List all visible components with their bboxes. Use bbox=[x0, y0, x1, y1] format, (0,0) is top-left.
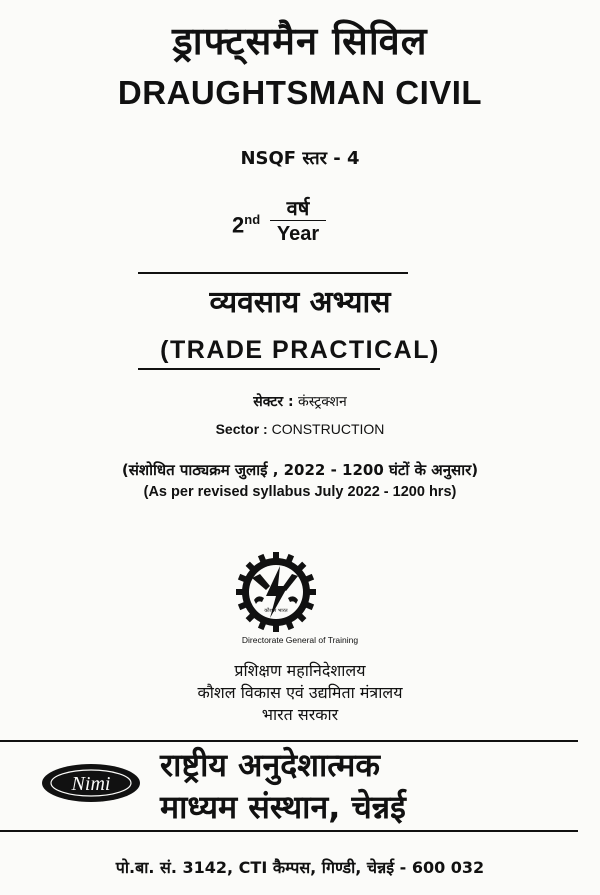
address: पो.बा. सं. 3142, CTI कैम्पस, गिण्डी, चेन्नई - 600 032 bbox=[115, 858, 485, 877]
ministry-block bbox=[0, 660, 600, 726]
year-block bbox=[232, 196, 372, 256]
institute-line-2: माध्यम संस्थान, चेन्नई bbox=[160, 788, 406, 826]
subject-top-divider bbox=[138, 272, 408, 274]
subject-bottom-divider bbox=[138, 368, 380, 370]
title-hindi: ड्राफ्ट्समैन सिविल bbox=[172, 19, 428, 63]
svg-text:Nimi: Nimi bbox=[71, 773, 111, 795]
year-hindi: वर्ष bbox=[270, 196, 326, 221]
emblem-caption: Directorate General of Training bbox=[241, 635, 359, 645]
year-english: Year bbox=[276, 223, 320, 245]
year-fraction bbox=[270, 196, 326, 247]
ministry-line-3: भारत सरकार bbox=[261, 705, 339, 724]
dgt-gear-emblem-icon bbox=[236, 552, 316, 632]
nsqf-level: NSQF स्तर - 4 bbox=[240, 148, 360, 169]
sector-hindi: सेक्टर : कंस्ट्रक्शन bbox=[253, 394, 347, 410]
ministry-line-1: प्रशिक्षण महानिदेशालय bbox=[234, 661, 366, 680]
sector-english: Sector : CONSTRUCTION bbox=[215, 421, 385, 437]
institute-line-1: राष्ट्रीय अनुदेशात्मक bbox=[160, 746, 381, 784]
institute-name bbox=[160, 744, 580, 828]
revision-english: (As per revised syllabus July 2022 - 1200 hrs) bbox=[143, 484, 457, 500]
publisher-bottom-divider bbox=[0, 830, 578, 832]
subject-hindi: व्यवसाय अभ्यास bbox=[209, 285, 391, 320]
ministry-line-2: कौशल विकास एवं उद्यमिता मंत्रालय bbox=[197, 683, 403, 702]
revision-hindi: (संशोधित पाठ्यक्रम जुलाई , 2022 - 1200 घंटों के अनुसार) bbox=[121, 461, 479, 479]
nimi-logo bbox=[40, 762, 142, 804]
subject-english: (TRADE PRACTICAL) bbox=[160, 336, 440, 364]
year-number: 2nd bbox=[232, 212, 261, 238]
svg-text:कौशल भारत: कौशल भारत bbox=[264, 608, 288, 614]
publisher-top-divider bbox=[0, 740, 578, 742]
title-english: DRAUGHTSMAN CIVIL bbox=[117, 74, 483, 111]
